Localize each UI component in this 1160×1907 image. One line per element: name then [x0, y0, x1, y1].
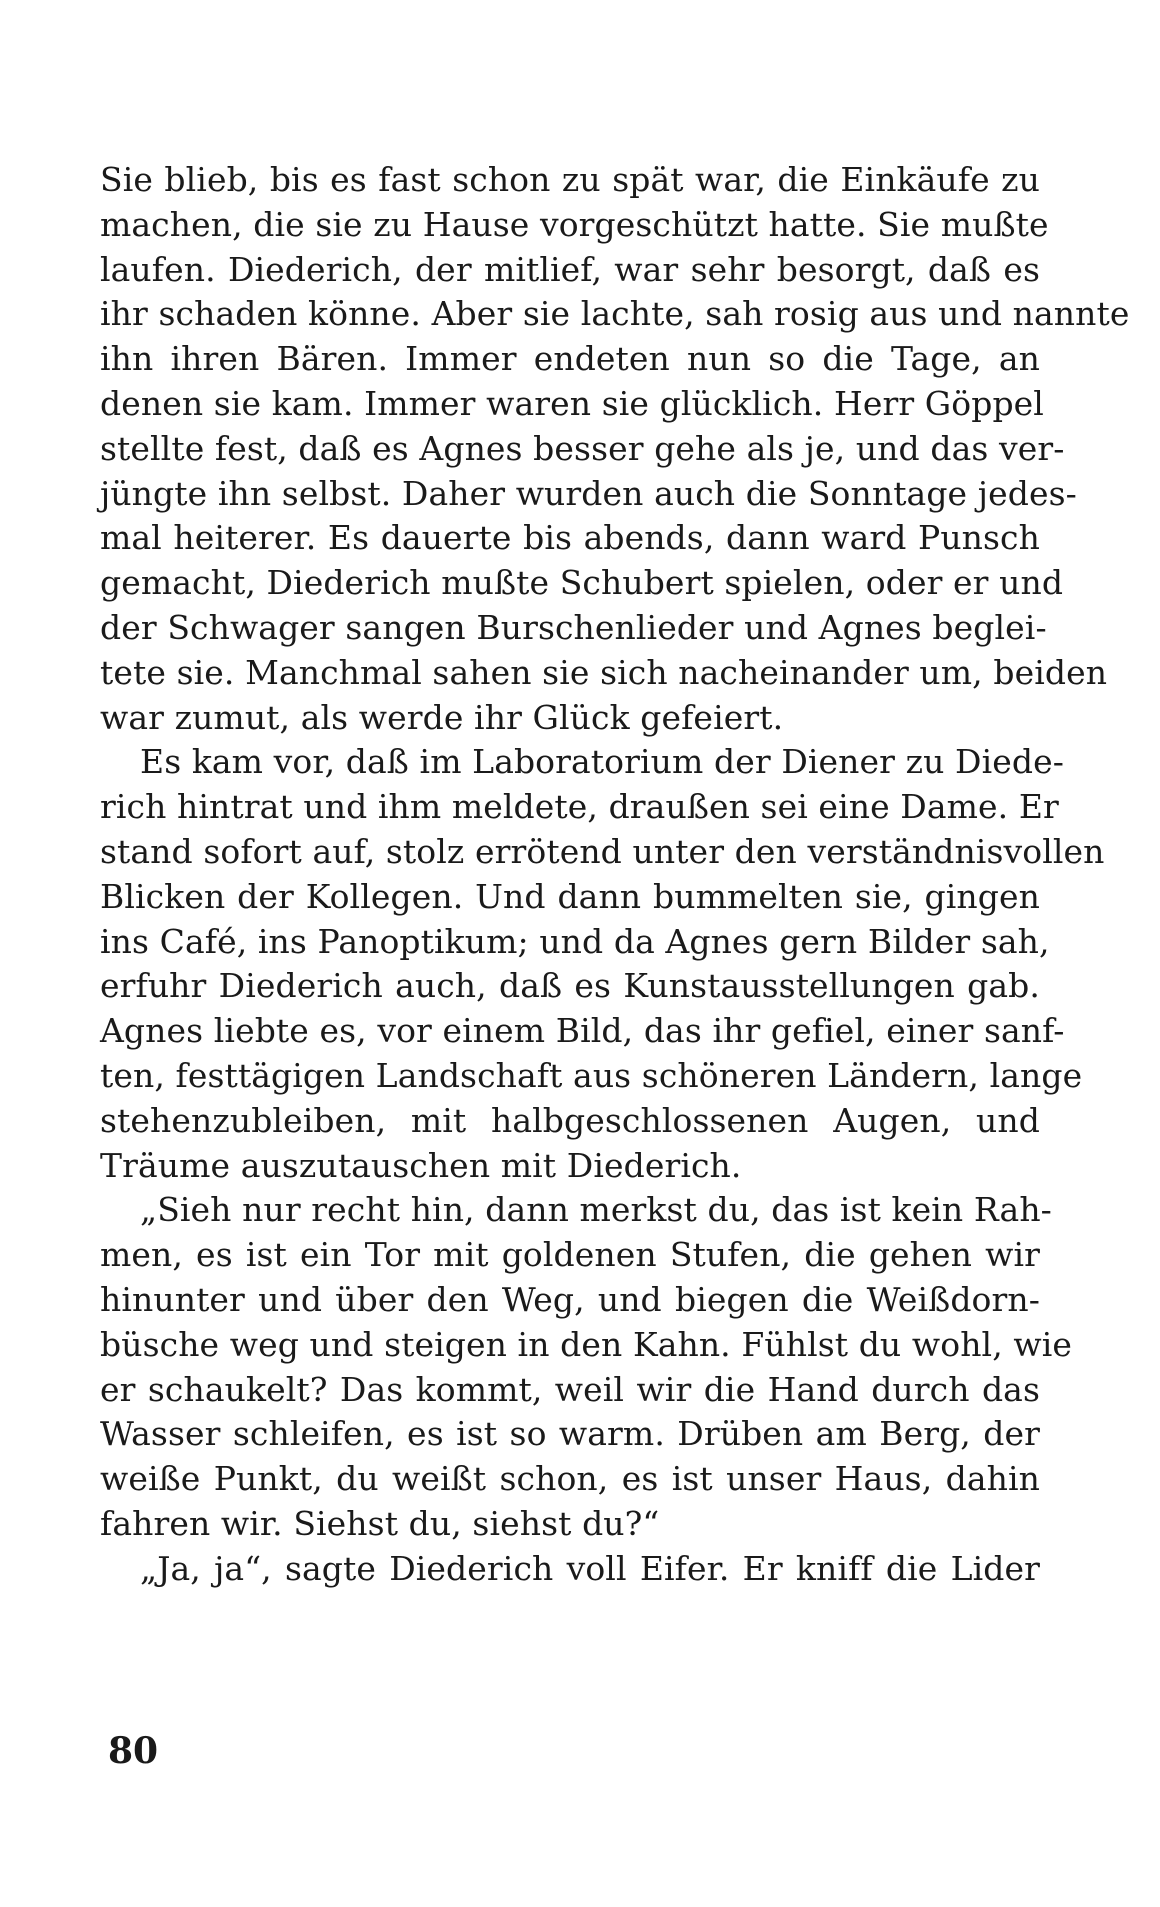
text-line: Sie blieb, bis es fast schon zu spät war, die Einkäufe zu [100, 160, 1040, 199]
text-line: Träume auszutauschen mit Diederich. [100, 1145, 742, 1185]
text-line: stand sofort auf, stolz errötend unter den verständnisvollen [100, 831, 1105, 871]
text-line: war zumut, als werde ihr Glück gefeiert. [100, 697, 784, 737]
text-line: ten, festtägigen Landschaft aus schöneren Ländern, lange [100, 1055, 1083, 1095]
text-line: mal heiterer. Es dauerte bis abends, dann ward Punsch [100, 518, 1040, 558]
text-line: ihn ihren Bären. Immer endeten nun so die Tage, an [100, 339, 1040, 379]
text-line: erfuhr Diederich auch, daß es Kunstausstellungen gab. [100, 966, 1040, 1006]
text-line: jüngte ihn selbst. Daher wurden auch die Sonntage jedes- [100, 473, 1077, 513]
text-line: büsche weg und steigen in den Kahn. Fühlst du wohl, wie [100, 1324, 1073, 1364]
page-number: 80 [108, 1730, 159, 1772]
text-line: Agnes liebte es, vor einem Bild, das ihr gefiel, einer sanf- [100, 1011, 1065, 1051]
text-line: rich hintrat und ihm meldete, draußen sei eine Dame. Er [100, 787, 1059, 827]
text-line: „Sieh nur recht hin, dann merkst du, das ist kein Rah- [140, 1190, 1052, 1230]
text-line: laufen. Diederich, der mitlief, war sehr besorgt, daß es [100, 249, 1040, 289]
text-line: fahren wir. Siehst du, siehst du?“ [100, 1503, 660, 1543]
text-line: tete sie. Manchmal sahen sie sich nacheinander um, beiden [100, 652, 1108, 692]
text-line: men, es ist ein Tor mit goldenen Stufen, die gehen wir [100, 1235, 1040, 1275]
text-line: der Schwager sangen Burschenlieder und Agnes beglei- [100, 607, 1047, 647]
text-line: stellte fest, daß es Agnes besser gehe als je, und das ver- [100, 428, 1065, 468]
text-line: hinunter und über den Weg, und biegen die Weißdorn- [100, 1279, 1040, 1319]
text-line: machen, die sie zu Hause vorgeschützt hatte. Sie mußte [100, 204, 1049, 244]
text-line: er schaukelt? Das kommt, weil wir die Hand durch das [100, 1369, 1040, 1409]
text-line: ins Café, ins Panoptikum; und da Agnes gern Bilder sah, [100, 921, 1050, 961]
text-line: weiße Punkt, du weißt schon, es ist unser Haus, dahin [100, 1459, 1040, 1499]
text-line: „Ja, ja“, sagte Diederich voll Eifer. Er kniff die Lider [140, 1548, 1040, 1588]
text-line: gemacht, Diederich mußte Schubert spielen, oder er und [100, 563, 1064, 603]
text-line: ihr schaden könne. Aber sie lachte, sah rosig aus und nannte [100, 294, 1130, 334]
text-line: Blicken der Kollegen. Und dann bummelten sie, gingen [100, 876, 1040, 916]
text-line: Wasser schleifen, es ist so warm. Drüben am Berg, der [100, 1414, 1040, 1454]
text-line: Es kam vor, daß im Laboratorium der Diener zu Diede- [140, 742, 1064, 782]
text-line: stehenzubleiben, mit halbgeschlossenen Augen, und [100, 1100, 1040, 1140]
body-text [100, 158, 1130, 1592]
text-line: denen sie kam. Immer waren sie glücklich. Herr Göppel [100, 383, 1044, 423]
